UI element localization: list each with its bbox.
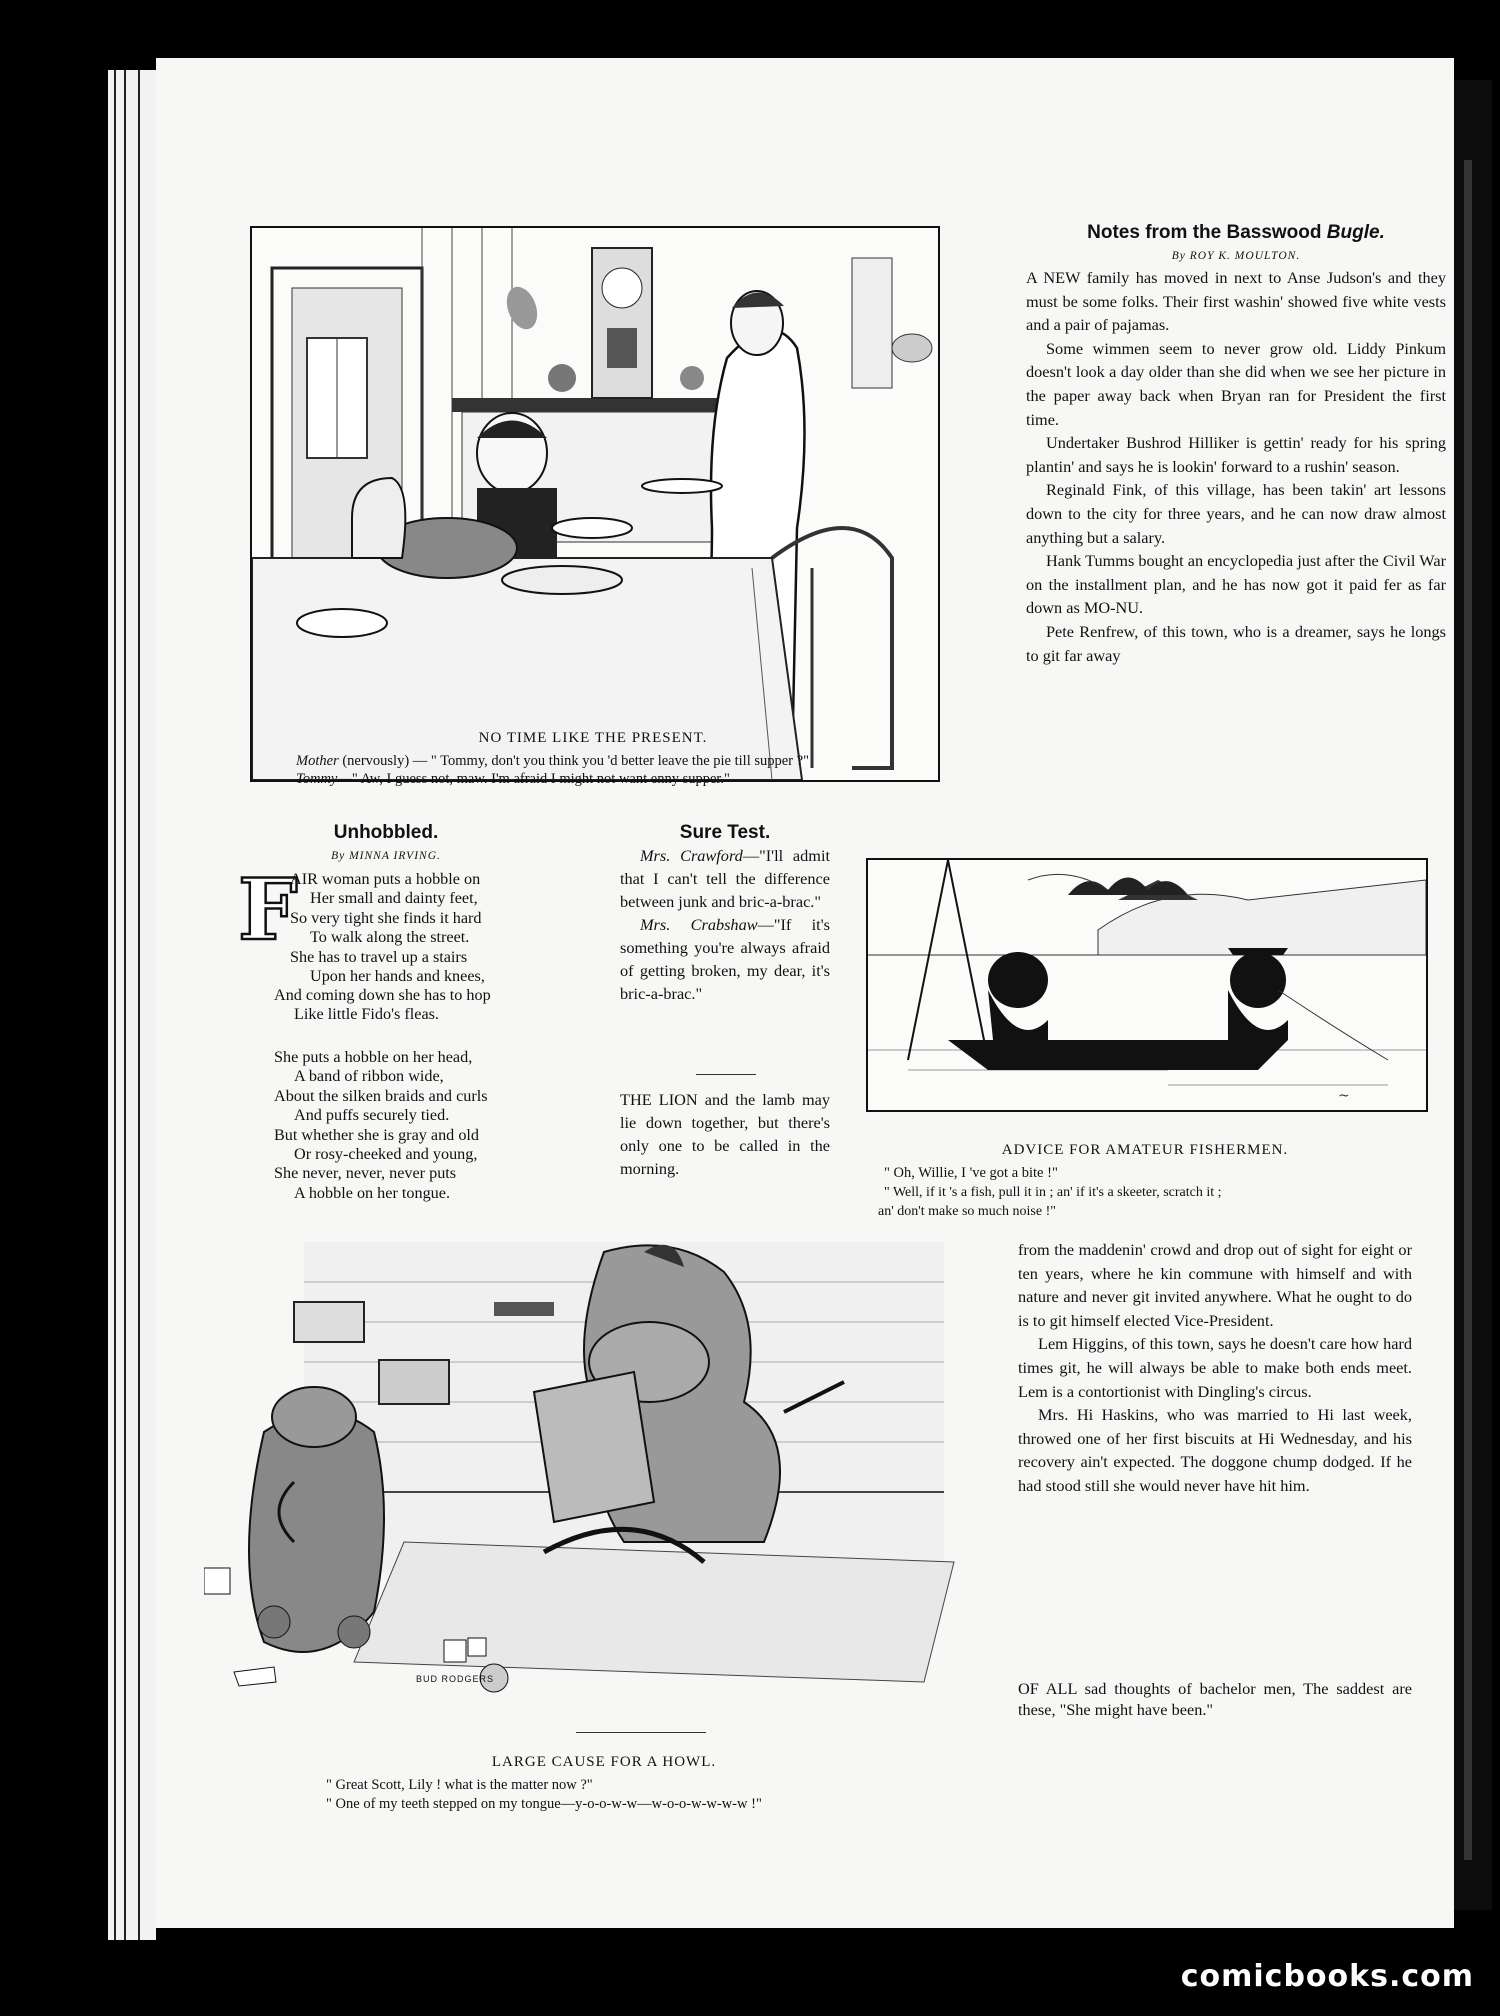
poem-line: She puts a hobble on her head, [274,1048,473,1066]
poem-line: About the silken braids and curls [274,1086,488,1105]
bugle-paragraph: Mrs. Hi Haskins, who was married to Hi last week, throwed one of her first biscuits at Hi Wednesday, and his recovery ain't expected. The doggone chump dodged. If he had stood still she would never have hit him. [1018,1405,1412,1495]
sure-test-title: Sure Test. [679,822,771,843]
sure-test-paragraph-1: Mrs. Crawford—"I'll admit that I can't tell the difference between junk and bric-a-brac." [620,846,830,911]
cartoon-kitchen-illustration [250,226,940,782]
poem-line: AIR woman puts a hobble on [290,870,481,888]
cartoon-kitchen-line-2 [296,770,730,789]
cartoon-hippo-line-2: " One of my teeth stepped on my tongue—y-o-o-w-w—w-o-o-w-w-w-w !" [326,1796,762,1812]
unhobbled-stanza-1-end [274,986,534,1025]
poem-line: So very tight she finds it hard [290,908,482,927]
bugle-paragraph: from the maddenin' crowd and drop out of sight for eight or ten years, where he kin commune with himself and with nature and never git invited anywhere. What he ought to do is to git himself elected Vice-President. [1018,1240,1412,1330]
magazine-page [156,58,1454,1928]
bugle-paragraph: A NEW family has moved in next to Anse Judson's and they must be some folks. Their first washin' showed five white vests and a pair of pajamas. [1026,268,1446,335]
lion-joke: THE LION and the lamb may lie down together, but there's only one to be called in the morning. [620,1090,830,1178]
cartoon-kitchen-quote-1: (nervously) — " Tommy, don't you think you 'd better leave the pie till supper ?" [338,753,809,769]
bugle-paragraph: Lem Higgins, of this town, says he doesn't care how hard times git, he will always be able to make both ends meet. Lem is a contortionist with Dingling's circus. [1018,1334,1412,1401]
kitchen-drawing [252,228,938,780]
bugle-paragraph: Reginald Fink, of this village, has been takin' art lessons down to the city for three years, and he can now draw almost anything but a salary. [1026,480,1446,547]
unhobbled-stanza-1 [290,870,540,986]
poem-line: And puffs securely tied. [294,1106,450,1125]
bugle-title-main: Notes from the Basswood [1087,222,1327,243]
bugle-paragraph: Hank Tumms bought an encyclopedia just after the Civil War on the installment plan, and he has now got it paid fer as far down as MO-NU. [1026,551,1446,618]
fishermen-drawing [868,860,1426,1110]
poem-line: She never, never, never puts [274,1164,457,1183]
cartoon-hippo-illustration [204,1242,1004,1726]
sure-test-body [620,844,830,1005]
bugle-column-top [1026,266,1446,667]
cartoon-fishermen-title: ADVICE FOR AMATEUR FISHERMEN. [1001,1142,1289,1158]
cartoon-hippo-title: LARGE CAUSE FOR A HOWL. [491,1754,717,1770]
speaker-mrs-crawford: Mrs. Crawford [640,846,743,865]
poem-line: And coming down she has to hop [274,986,491,1004]
bugle-paragraph: Some wimmen seem to never grow old. Liddy Pinkum doesn't look a day older than she did when we see her picture in the paper away back when Bryan ran for President the first time. [1026,338,1446,429]
poem-line: But whether she is gray and old [274,1125,479,1144]
bugle-paragraph: Undertaker Bushrod Hilliker is gettin' ready for his spring plantin' and says he is lookin' forward to a rushin' season. [1026,433,1446,476]
speaker-tommy: Tommy [296,771,338,787]
cartoon-fishermen-illustration [866,858,1428,1112]
bugle-title [1026,222,1446,244]
poem-line: Upon her hands and knees, [310,967,485,986]
cartoon-fishermen-line-2: " Well, if it 's a fish, pull it in ; an' if it's a skeeter, scratch it ; [884,1185,1222,1200]
poem-line: To walk along the street. [310,928,470,947]
poem-line: Her small and dainty feet, [310,889,478,908]
watermark: comicbooks.com [1180,1959,1474,1994]
cartoon-hippo-signature: BUD RODGERS [416,1674,495,1684]
cartoon-kitchen-quote-2: —" Aw, I guess not, maw. I'm afraid I might not want enny supper." [337,771,730,787]
sure-test-divider [696,1074,756,1075]
cartoon-hippo-rule [576,1732,706,1733]
cartoon-hippo-line-1: " Great Scott, Lily ! what is the matter now ?" [326,1777,593,1793]
cartoon-fishermen-line-3: an' don't make so much noise !" [878,1204,1056,1219]
unhobbled-byline: By MINNA IRVING. [331,850,441,862]
hippo-drawing [204,1242,1004,1726]
cartoon-kitchen-title: NO TIME LIKE THE PRESENT. [478,730,708,746]
cartoon-fishermen-line-1: " Oh, Willie, I 've got a bite !" [884,1165,1058,1181]
poem-line: She has to travel up a stairs [290,947,468,966]
poem-line: Or rosy-cheeked and young, [294,1145,478,1164]
svg-text:~: ~ [1338,1088,1350,1104]
bachelor-verse: OF ALL sad thoughts of bachelor men, The saddest are these, "She might have been." [1018,1679,1412,1719]
unhobbled-drop-cap: F [238,860,298,959]
bugle-column-bottom [1018,1238,1412,1498]
sure-test-paragraph-2: Mrs. Crabshaw—"If it's something you're always afraid of getting broken, my dear, it's bric-a-brac." [620,915,830,1003]
bugle-title-italic: Bugle. [1326,222,1385,243]
unhobbled-title: Unhobbled. [333,822,439,843]
bugle-byline: By ROY K. MOULTON. [1171,250,1301,262]
unhobbled-stanza-2 [274,1048,534,1203]
book-spine [108,70,156,1940]
bugle-paragraph: Pete Renfrew, of this town, who is a dreamer, says he longs to git far away [1026,621,1446,665]
speaker-mrs-crabshaw: Mrs. Crabshaw [640,915,758,934]
facing-page-edge [1452,80,1492,1910]
poem-line: Like little Fido's fleas. [294,1005,439,1024]
poem-line: A band of ribbon wide, [294,1067,444,1086]
cartoon-kitchen-line-1 [296,752,809,771]
poem-line: A hobble on her tongue. [294,1183,451,1202]
speaker-mother: Mother [296,753,339,769]
